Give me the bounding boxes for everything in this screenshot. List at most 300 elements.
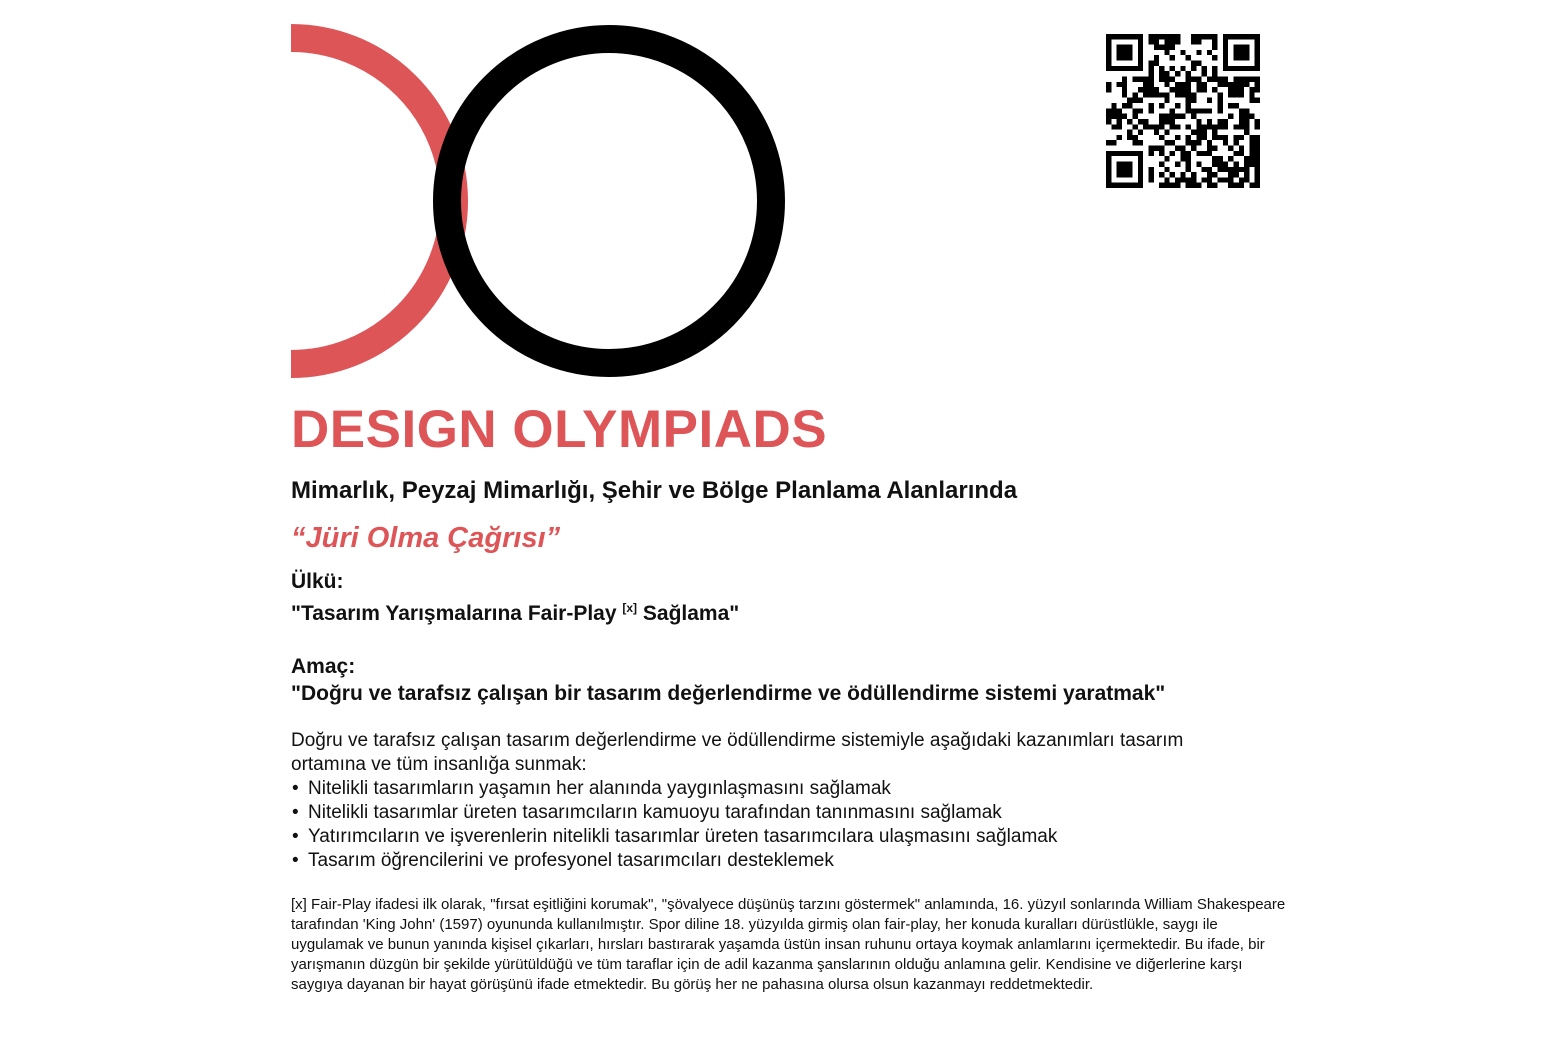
- qr-module: [1175, 135, 1180, 140]
- qr-module: [1218, 167, 1223, 172]
- qr-module: [1202, 82, 1207, 87]
- qr-module: [1122, 45, 1127, 50]
- qr-module: [1148, 34, 1153, 39]
- qr-module: [1154, 34, 1159, 39]
- qr-module: [1191, 108, 1196, 113]
- qr-module: [1127, 161, 1132, 166]
- qr-module: [1233, 66, 1238, 71]
- qr-module: [1207, 151, 1212, 156]
- qr-module: [1180, 177, 1185, 182]
- qr-module: [1228, 34, 1233, 39]
- qr-module: [1202, 66, 1207, 71]
- qr-module: [1117, 55, 1122, 60]
- qr-module: [1154, 87, 1159, 92]
- qr-module: [1175, 82, 1180, 87]
- qr-module: [1207, 108, 1212, 113]
- qr-module: [1106, 34, 1111, 39]
- qr-module: [1180, 50, 1185, 55]
- qr-module: [1159, 34, 1164, 39]
- qr-module: [1191, 183, 1196, 188]
- qr-module: [1233, 161, 1238, 166]
- qr-module: [1138, 156, 1143, 161]
- qr-module: [1175, 87, 1180, 92]
- qr-module: [1223, 50, 1228, 55]
- qr-module: [1196, 61, 1201, 66]
- qr-module: [1186, 71, 1191, 76]
- ulku-text: [291, 595, 1291, 627]
- qr-module: [1159, 135, 1164, 140]
- qr-module: [1117, 151, 1122, 156]
- qr-module: [1138, 172, 1143, 177]
- qr-module: [1212, 66, 1217, 71]
- qr-module: [1233, 103, 1238, 108]
- qr-module: [1196, 34, 1201, 39]
- qr-module: [1186, 76, 1191, 81]
- qr-module: [1180, 87, 1185, 92]
- brand-title: DESIGN OLYMPIADS: [291, 400, 828, 459]
- qr-module: [1106, 61, 1111, 66]
- qr-module: [1223, 39, 1228, 44]
- qr-module: [1255, 50, 1260, 55]
- qr-module: [1106, 119, 1111, 124]
- qr-module: [1249, 183, 1254, 188]
- call-title: “Jüri Olma Çağrısı”: [291, 522, 561, 554]
- qr-module: [1212, 124, 1217, 129]
- qr-module: [1117, 119, 1122, 124]
- qr-module: [1111, 108, 1116, 113]
- qr-module: [1196, 50, 1201, 55]
- qr-module: [1239, 66, 1244, 71]
- qr-module: [1170, 55, 1175, 60]
- qr-module: [1212, 172, 1217, 177]
- main-content: [291, 398, 1291, 995]
- qr-module: [1207, 177, 1212, 182]
- qr-module: [1244, 76, 1249, 81]
- qr-module: [1218, 119, 1223, 124]
- qr-module: [1170, 66, 1175, 71]
- qr-module: [1202, 177, 1207, 182]
- qr-module: [1170, 140, 1175, 145]
- qr-module: [1122, 183, 1127, 188]
- qr-module: [1122, 167, 1127, 172]
- qr-module: [1218, 177, 1223, 182]
- qr-module: [1186, 156, 1191, 161]
- qr-module: [1159, 92, 1164, 97]
- qr-module: [1138, 151, 1143, 156]
- qr-module: [1191, 177, 1196, 182]
- qr-module: [1186, 183, 1191, 188]
- qr-module: [1164, 119, 1169, 124]
- qr-module: [1255, 119, 1260, 124]
- qr-module: [1170, 34, 1175, 39]
- qr-module: [1233, 87, 1238, 92]
- qr-module: [1148, 76, 1153, 81]
- qr-module: [1249, 66, 1254, 71]
- qr-module: [1122, 34, 1127, 39]
- qr-module: [1106, 39, 1111, 44]
- qr-module: [1138, 161, 1143, 166]
- qr-module: [1175, 161, 1180, 166]
- qr-module: [1164, 114, 1169, 119]
- qr-module: [1106, 172, 1111, 177]
- qr-module: [1191, 146, 1196, 151]
- qr-module: [1106, 156, 1111, 161]
- qr-module: [1122, 161, 1127, 166]
- qr-module: [1191, 61, 1196, 66]
- qr-module: [1191, 34, 1196, 39]
- qr-module: [1186, 82, 1191, 87]
- qr-module: [1106, 66, 1111, 71]
- qr-module: [1233, 124, 1238, 129]
- qr-module: [1207, 76, 1212, 81]
- qr-module: [1207, 98, 1212, 103]
- qr-module: [1143, 76, 1148, 81]
- qr-module: [1148, 177, 1153, 182]
- qr-module: [1111, 183, 1116, 188]
- qr-module: [1249, 151, 1254, 156]
- qr-module: [1138, 50, 1143, 55]
- qr-module: [1255, 124, 1260, 129]
- subtitle: Mimarlık, Peyzaj Mimarlığı, Şehir ve Bölge Planlama Alanlarında: [291, 477, 1018, 504]
- qr-module: [1244, 82, 1249, 87]
- qr-module: [1180, 146, 1185, 151]
- qr-module: [1196, 87, 1201, 92]
- qr-module: [1233, 45, 1238, 50]
- qr-module: [1223, 61, 1228, 66]
- qr-module: [1138, 39, 1143, 44]
- qr-module: [1202, 124, 1207, 129]
- qr-module: [1127, 103, 1132, 108]
- qr-module: [1249, 146, 1254, 151]
- qr-module: [1255, 183, 1260, 188]
- qr-module: [1170, 124, 1175, 129]
- qr-module: [1186, 161, 1191, 166]
- qr-module: [1186, 177, 1191, 182]
- qr-module: [1164, 92, 1169, 97]
- qr-module: [1138, 177, 1143, 182]
- qr-module: [1159, 76, 1164, 81]
- qr-module: [1233, 82, 1238, 87]
- qr-module: [1159, 161, 1164, 166]
- qr-module: [1148, 66, 1153, 71]
- qr-module: [1117, 108, 1122, 113]
- qr-module: [1239, 87, 1244, 92]
- qr-module: [1196, 161, 1201, 166]
- qr-module: [1148, 82, 1153, 87]
- qr-module: [1106, 82, 1111, 87]
- qr-module: [1249, 161, 1254, 166]
- qr-module: [1159, 124, 1164, 129]
- qr-module: [1255, 45, 1260, 50]
- qr-module: [1159, 151, 1164, 156]
- qr-module: [1127, 34, 1132, 39]
- qr-module: [1122, 76, 1127, 81]
- qr-module: [1186, 103, 1191, 108]
- ulku-text-start: "Tasarım Yarışmalarına Fair-Play: [291, 602, 623, 625]
- qr-module: [1218, 124, 1223, 129]
- qr-module: [1133, 66, 1138, 71]
- qr-module: [1196, 140, 1201, 145]
- qr-module: [1228, 103, 1233, 108]
- qr-module: [1244, 45, 1249, 50]
- qr-module: [1117, 124, 1122, 129]
- qr-module: [1191, 114, 1196, 119]
- qr-module: [1148, 124, 1153, 129]
- qr-module: [1106, 50, 1111, 55]
- qr-module: [1212, 34, 1217, 39]
- qr-module: [1138, 76, 1143, 81]
- qr-module: [1196, 82, 1201, 87]
- qr-module: [1233, 183, 1238, 188]
- qr-module: [1148, 87, 1153, 92]
- qr-module: [1127, 135, 1132, 140]
- qr-module: [1117, 114, 1122, 119]
- qr-module: [1207, 50, 1212, 55]
- qr-module: [1175, 124, 1180, 129]
- qr-module: [1233, 34, 1238, 39]
- qr-module: [1180, 92, 1185, 97]
- qr-module: [1202, 34, 1207, 39]
- ulku-heading: Ülkü:: [291, 570, 344, 593]
- qr-module: [1106, 177, 1111, 182]
- qr-module: [1186, 151, 1191, 156]
- qr-module: [1239, 114, 1244, 119]
- qr-module: [1255, 156, 1260, 161]
- qr-module: [1175, 71, 1180, 76]
- qr-module: [1255, 66, 1260, 71]
- qr-module: [1196, 119, 1201, 124]
- qr-module: [1223, 66, 1228, 71]
- qr-module: [1255, 140, 1260, 145]
- qr-module: [1170, 151, 1175, 156]
- red-half-ring: [291, 38, 454, 364]
- qr-module: [1202, 71, 1207, 76]
- qr-module: [1159, 66, 1164, 71]
- qr-module: [1106, 167, 1111, 172]
- qr-module: [1228, 114, 1233, 119]
- qr-module: [1244, 108, 1249, 113]
- qr-module: [1202, 151, 1207, 156]
- qr-module: [1191, 172, 1196, 177]
- qr-module: [1223, 135, 1228, 140]
- qr-module: [1239, 146, 1244, 151]
- qr-module: [1186, 98, 1191, 103]
- qr-module: [1255, 61, 1260, 66]
- qr-module: [1117, 167, 1122, 172]
- qr-module: [1239, 55, 1244, 60]
- qr-module: [1255, 82, 1260, 87]
- qr-module: [1239, 34, 1244, 39]
- qr-module: [1249, 98, 1254, 103]
- qr-module: [1133, 124, 1138, 129]
- qr-module: [1122, 55, 1127, 60]
- qr-module: [1212, 161, 1217, 166]
- qr-module: [1143, 87, 1148, 92]
- qr-module: [1138, 61, 1143, 66]
- qr-module: [1164, 50, 1169, 55]
- qr-module: [1218, 82, 1223, 87]
- list-item: • Nitelikli tasarımlar üreten tasarımcıların kamuoyu tarafından tanınmasını sağlamak: [291, 801, 1291, 825]
- qr-module: [1191, 98, 1196, 103]
- qr-module: [1244, 177, 1249, 182]
- qr-module: [1233, 140, 1238, 145]
- qr-module: [1106, 151, 1111, 156]
- qr-module: [1111, 140, 1116, 145]
- qr-module: [1164, 34, 1169, 39]
- qr-module: [1117, 50, 1122, 55]
- qr-module: [1223, 76, 1228, 81]
- qr-module: [1154, 146, 1159, 151]
- qr-module: [1244, 114, 1249, 119]
- qr-module: [1239, 45, 1244, 50]
- qr-module: [1218, 103, 1223, 108]
- qr-module: [1223, 34, 1228, 39]
- qr-module: [1154, 39, 1159, 44]
- qr-module: [1170, 108, 1175, 113]
- qr-module: [1249, 87, 1254, 92]
- qr-module: [1228, 183, 1233, 188]
- qr-module: [1196, 39, 1201, 44]
- qr-code: [1106, 34, 1260, 188]
- qr-module: [1133, 183, 1138, 188]
- qr-module: [1170, 87, 1175, 92]
- qr-module: [1186, 135, 1191, 140]
- qr-module: [1244, 130, 1249, 135]
- qr-module: [1212, 76, 1217, 81]
- qr-module: [1138, 45, 1143, 50]
- qr-module: [1207, 172, 1212, 177]
- qr-module: [1249, 140, 1254, 145]
- qr-module: [1133, 135, 1138, 140]
- qr-module: [1239, 119, 1244, 124]
- qr-module: [1164, 39, 1169, 44]
- qr-module: [1233, 55, 1238, 60]
- qr-module: [1138, 34, 1143, 39]
- qr-module: [1117, 82, 1122, 87]
- qr-module: [1127, 183, 1132, 188]
- qr-module: [1175, 39, 1180, 44]
- qr-module: [1244, 119, 1249, 124]
- qr-module: [1207, 183, 1212, 188]
- qr-module: [1175, 103, 1180, 108]
- qr-module: [1239, 151, 1244, 156]
- list-item: • Yatırımcıların ve işverenlerin nitelikli tasarımlar üreten tasarımcılara ulaşmasını sağlamak: [291, 825, 1291, 849]
- qr-module: [1127, 119, 1132, 124]
- qr-module: [1117, 135, 1122, 140]
- qr-module: [1143, 124, 1148, 129]
- qr-module: [1159, 183, 1164, 188]
- qr-module: [1196, 124, 1201, 129]
- qr-module: [1196, 135, 1201, 140]
- qr-module: [1106, 87, 1111, 92]
- qr-module: [1180, 66, 1185, 71]
- qr-module: [1122, 103, 1127, 108]
- qr-module: [1148, 61, 1153, 66]
- list-item: • Tasarım öğrencilerini ve profesyonel tasarımcıları desteklemek: [291, 849, 1291, 873]
- qr-module: [1228, 87, 1233, 92]
- qr-module: [1133, 76, 1138, 81]
- qr-module: [1164, 156, 1169, 161]
- qr-module: [1117, 34, 1122, 39]
- qr-module: [1154, 45, 1159, 50]
- qr-module: [1175, 114, 1180, 119]
- qr-module: [1244, 124, 1249, 129]
- qr-module: [1159, 146, 1164, 151]
- qr-module: [1122, 151, 1127, 156]
- qr-module: [1228, 172, 1233, 177]
- black-ring: [447, 39, 771, 363]
- qr-module: [1127, 167, 1132, 172]
- qr-module: [1127, 130, 1132, 135]
- qr-module: [1106, 55, 1111, 60]
- qr-module: [1212, 183, 1217, 188]
- ulku-section: [291, 568, 1291, 627]
- qr-module: [1170, 45, 1175, 50]
- qr-module: [1138, 130, 1143, 135]
- qr-module: [1133, 98, 1138, 103]
- qr-module: [1164, 45, 1169, 50]
- qr-module: [1239, 92, 1244, 97]
- amac-heading: Amaç:: [291, 655, 356, 678]
- qr-module: [1133, 140, 1138, 145]
- qr-module: [1164, 82, 1169, 87]
- qr-module: [1212, 146, 1217, 151]
- qr-module: [1218, 92, 1223, 97]
- qr-module: [1154, 130, 1159, 135]
- qr-module: [1191, 92, 1196, 97]
- qr-module: [1196, 108, 1201, 113]
- qr-module: [1207, 124, 1212, 129]
- qr-module: [1223, 167, 1228, 172]
- qr-module: [1202, 130, 1207, 135]
- qr-module: [1223, 140, 1228, 145]
- qr-module: [1122, 172, 1127, 177]
- qr-module: [1255, 98, 1260, 103]
- qr-module: [1255, 161, 1260, 166]
- qr-module: [1228, 167, 1233, 172]
- qr-module: [1239, 76, 1244, 81]
- intro-paragraph: Doğru ve tarafsız çalışan tasarım değerlendirme ve ödüllendirme sistemiyle aşağıdaki kazanımları tasarım ortamına ve tüm insanlığa sunmak:: [291, 730, 1184, 775]
- qr-module: [1127, 45, 1132, 50]
- qr-module: [1244, 66, 1249, 71]
- qr-module: [1244, 55, 1249, 60]
- qr-module: [1154, 61, 1159, 66]
- qr-module: [1196, 76, 1201, 81]
- qr-module: [1244, 156, 1249, 161]
- design-olympiads-rings-logo: [291, 24, 785, 378]
- qr-module: [1159, 172, 1164, 177]
- qr-module: [1244, 167, 1249, 172]
- qr-module: [1148, 108, 1153, 113]
- qr-module: [1249, 156, 1254, 161]
- qr-module: [1164, 71, 1169, 76]
- qr-module: [1186, 87, 1191, 92]
- qr-module: [1106, 114, 1111, 119]
- qr-module: [1106, 45, 1111, 50]
- footnote-text: [x] Fair-Play ifadesi ilk olarak, "fırsat eşitliğini korumak", "şövalyece düşünüş tarzını göstermek" anlamında, 16. yüzyıl sonlarında William Shakespeare tarafından 'King John' (1597) oyununda kullanılmıştır. Spor diline 18. yüzyılda girmiş olan fair-play, her konuda kuralları dürüstlükle, saygı ile uygulamak ve bunun yanında kişisel çıkarları, hırsları bastırarak yaşamda üstün insan ruhunu ortaya koymak anlamlarını içermektedir. Bu ifade, bir yarışmanın düzgün bir şekilde yürütüldüğü ve tüm taraflar için de adil kazanma şanslarının olduğu anlamına gelir. Kendisine ve diğerlerine karşı saygıya dayanan bir hayat görüşünü ifade etmektedir. Bu görüş her ne pahasına olursa olsun kazanmayı reddetmektedir.: [291, 896, 1286, 993]
- qr-module: [1186, 55, 1191, 60]
- qr-module: [1202, 135, 1207, 140]
- qr-module: [1239, 124, 1244, 129]
- qr-module: [1207, 34, 1212, 39]
- qr-module: [1233, 151, 1238, 156]
- qr-module: [1244, 50, 1249, 55]
- qr-module: [1223, 119, 1228, 124]
- qr-module: [1228, 92, 1233, 97]
- qr-module: [1117, 66, 1122, 71]
- qr-module: [1228, 66, 1233, 71]
- qr-module: [1159, 71, 1164, 76]
